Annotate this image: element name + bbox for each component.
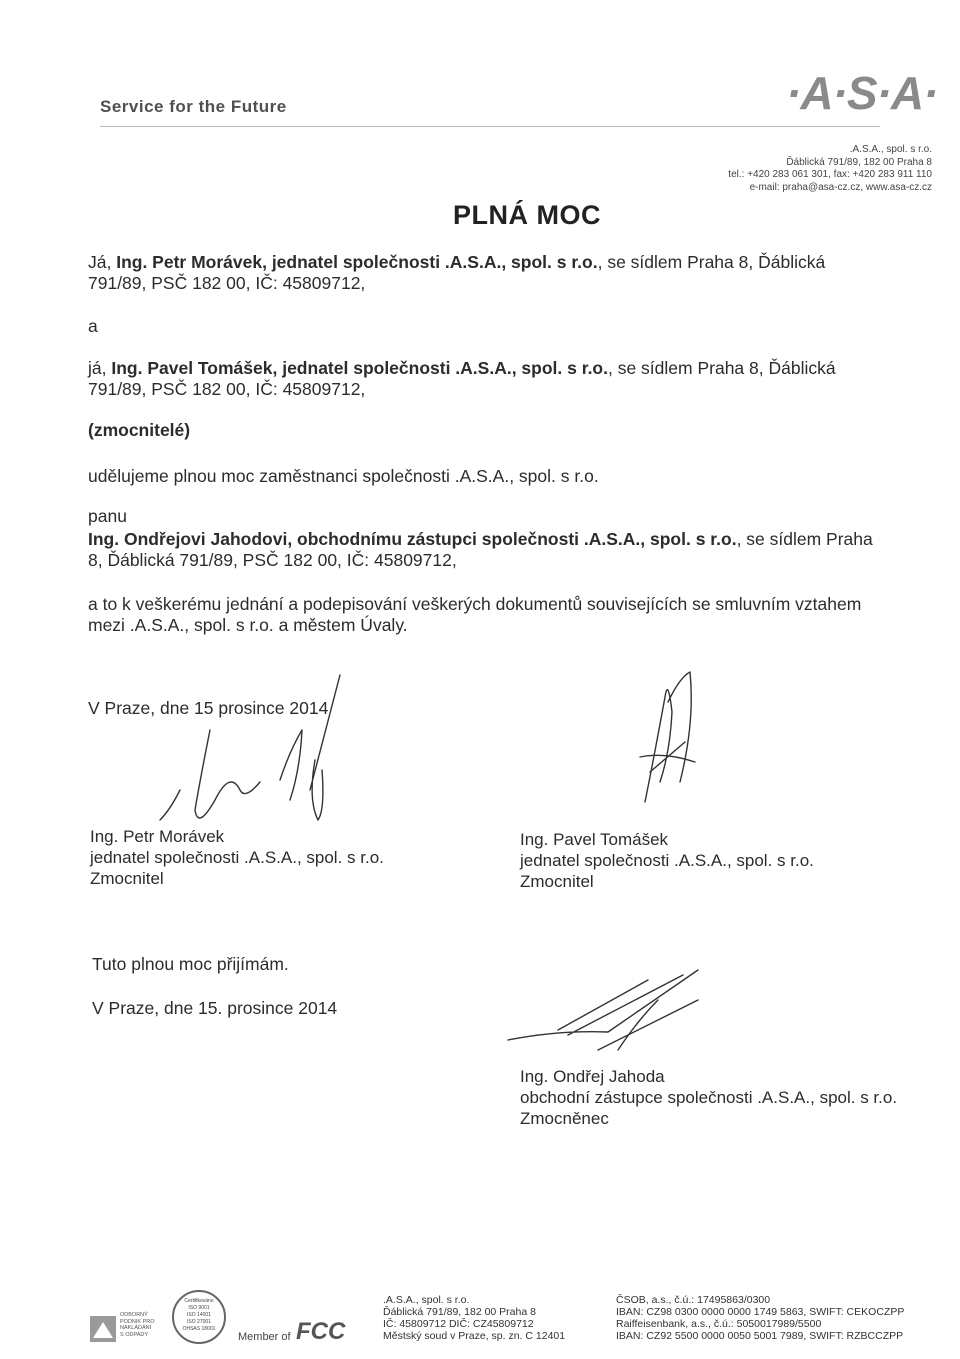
signer2-label: Zmocnitel xyxy=(520,872,594,891)
signer1-label: Zmocnitel xyxy=(90,869,164,888)
scope-paragraph xyxy=(88,594,956,636)
footer-company-info xyxy=(383,1294,565,1342)
footer-company-line: Ďáblická 791/89, 182 00 Praha 8 xyxy=(383,1306,536,1318)
signer3-label: Zmocněnec xyxy=(520,1109,609,1128)
badge1-line: PODNIK PRO xyxy=(120,1318,155,1325)
badge1-line: ODBORNÝ xyxy=(120,1312,148,1318)
signature-moravek xyxy=(140,670,360,850)
grant-text: udělujeme plnou moc zaměstnanci společnosti .A.S.A., spol. s r.o. xyxy=(88,466,599,486)
waste-company-badge-icon xyxy=(90,1316,116,1342)
footer-bank-line: IBAN: CZ98 0300 0000 0000 1749 5863, SWIFT: CEKOCZPP xyxy=(616,1306,905,1318)
fcc-logo: FCC xyxy=(296,1318,346,1345)
grantor2-name: Ing. Pavel Tomášek, jednatel společnosti .A.S.A., spol. s r.o. xyxy=(111,358,608,378)
scope-line2: mezi .A.S.A., spol. s r.o. a městem Úvaly. xyxy=(88,615,408,635)
grantor2-seat: , se sídlem Praha 8, Ďáblická xyxy=(607,358,836,378)
grantee-seat: , se sídlem Praha xyxy=(736,529,873,549)
grantor2-line2: 791/89, PSČ 182 00, IČ: 45809712, xyxy=(88,379,366,399)
address-company: .A.S.A., spol. s r.o. xyxy=(849,144,932,155)
place-date-1: V Praze, dne 15 prosince 2014 xyxy=(88,698,329,718)
acceptance-text: Tuto plnou moc přijímám. xyxy=(92,954,289,974)
signer1-name: Ing. Petr Morávek xyxy=(90,827,225,846)
grantor1-line2: 791/89, PSČ 182 00, IČ: 45809712, xyxy=(88,273,366,293)
grantor1-line1 xyxy=(88,252,956,273)
waste-company-badge-text xyxy=(120,1312,155,1338)
address-street: Ďáblická 791/89, 182 00 Praha 8 xyxy=(786,156,932,168)
signer2-role: jednatel společnosti .A.S.A., spol. s r.o. xyxy=(520,851,814,870)
grantor2-paragraph xyxy=(88,358,956,400)
footer-bank-info xyxy=(616,1294,904,1342)
grantor1-seat: , se sídlem Praha 8, Ďáblická xyxy=(597,252,826,272)
signer1-role: jednatel společnosti .A.S.A., spol. s r.o. xyxy=(90,848,384,867)
address-contact: e-mail: praha@asa-cz.cz, www.asa-cz.cz xyxy=(749,181,932,193)
signature-jahoda xyxy=(498,960,718,1080)
grantor1-paragraph xyxy=(88,252,956,294)
footer-company-line: .A.S.A., spol. s r.o. xyxy=(383,1294,470,1306)
grantors-label: (zmocnitelé) xyxy=(88,420,191,440)
badge2-line: OHSAS 18001 xyxy=(182,1326,216,1332)
footer-company-line: IČ: 45809712 DIČ: CZ45809712 xyxy=(383,1318,534,1330)
signer2-block xyxy=(520,829,814,892)
grantor1-name: Ing. Petr Morávek, jednatel společnosti .A.S.A., spol. s r.o. xyxy=(116,252,598,272)
badge2-line: ISO 27001 xyxy=(187,1319,211,1325)
grantor2-line1 xyxy=(88,358,956,379)
grantor2-prefix: já, xyxy=(88,358,112,378)
badge2-line: Certifikováno xyxy=(184,1298,214,1304)
grantee-name: Ing. Ondřejovi Jahodovi, obchodnímu zástupci společnosti .A.S.A., spol. s r.o. xyxy=(88,529,737,549)
grantor1-prefix: Já, xyxy=(88,252,117,272)
badge2-line: ISO 14001 xyxy=(187,1312,211,1318)
signer3-block xyxy=(520,1066,897,1129)
footer-bank-line: IBAN: CZ92 5500 0000 0050 5001 7989, SWIFT: RZBCCZPP xyxy=(616,1330,904,1342)
address-phone: tel.: +420 283 061 301, fax: +420 283 911 110 xyxy=(728,169,932,180)
iso-certification-badge-icon xyxy=(172,1290,226,1344)
company-address xyxy=(592,144,932,194)
footer-company-line: Městský soud v Praze, sp. zn. C 12401 xyxy=(383,1330,566,1342)
badge1-line: S ODPADY xyxy=(120,1331,149,1338)
grantee-paragraph xyxy=(88,529,956,571)
grantee-line2: 8, Ďáblická 791/89, PSČ 182 00, IČ: 45809712, xyxy=(88,550,457,570)
member-of-label: Member of xyxy=(238,1331,291,1343)
footer-bank-line: ČSOB, a.s., č.ú.: 17495863/0300 xyxy=(616,1294,771,1306)
grantee-line1 xyxy=(88,529,956,550)
footer-bank-line: Raiffeisenbank, a.s., č.ú.: 5050017989/5500 xyxy=(616,1318,822,1330)
badge2-line: ISO 9001 xyxy=(188,1305,210,1311)
scope-line1: a to k veškerému jednání a podepisování veškerých dokumentů souvisejících se smluvním vztahem xyxy=(88,594,862,614)
asa-logo: ·A·S·A· xyxy=(786,67,938,119)
and-word: a xyxy=(88,316,98,336)
signer3-role: obchodní zástupce společnosti .A.S.A., spol. s r.o. xyxy=(520,1088,898,1107)
signature-tomasek xyxy=(610,662,720,812)
header-rule xyxy=(100,126,880,127)
signer2-name: Ing. Pavel Tomášek xyxy=(520,830,669,849)
document-title: PLNÁ MOC xyxy=(453,200,601,230)
company-tagline: Service for the Future xyxy=(100,97,287,116)
signer1-block xyxy=(90,826,384,889)
badge1-line: NAKLÁDÁNÍ xyxy=(120,1325,152,1331)
place-date-2: V Praze, dne 15. prosince 2014 xyxy=(92,998,338,1018)
signer3-name: Ing. Ondřej Jahoda xyxy=(520,1067,665,1086)
panu-word: panu xyxy=(88,506,127,526)
